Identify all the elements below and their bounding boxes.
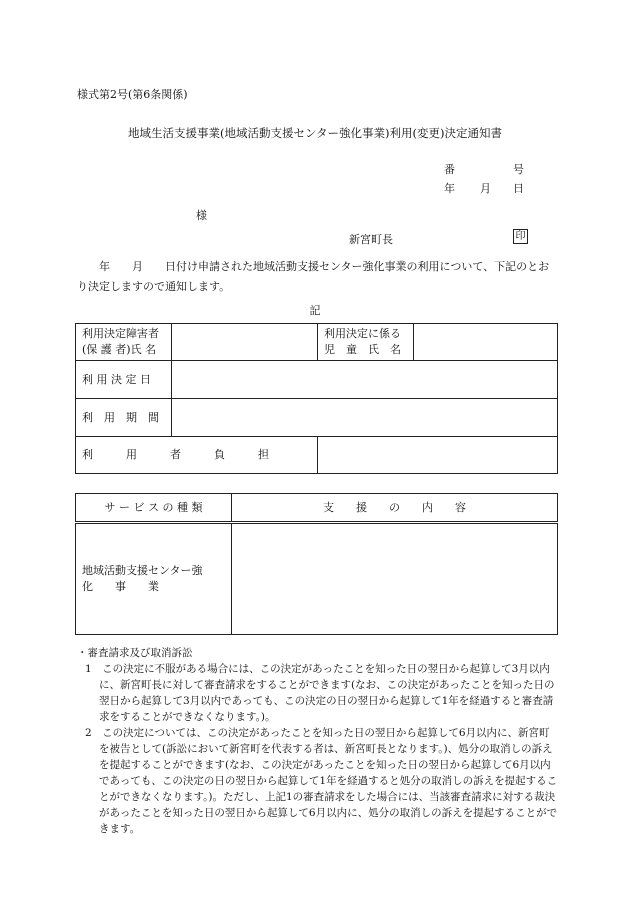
table-header-row: [76, 494, 558, 523]
list-item: 1 この決定に不服がある場合には、この決定があったことを知った日の翌日から起算して3月以内に、新宮町長に対して審査請求をすることができます(なお、この決定があったことを知った日の翌日から起算して3月以内であっても、この決定の日の翌日から起算して1年を経過すると審査請求をすることができなくなります。)。: [85, 663, 555, 723]
decision-date-label: 利 用 決 定 日: [76, 361, 172, 399]
table-row: [76, 437, 558, 474]
recipient-name-label: 利用決定障害者(保 護 者)氏 名: [76, 324, 172, 361]
notes-heading: ・審査請求及び取消訴訟: [77, 647, 193, 659]
number-suffix: 号: [513, 163, 524, 176]
appeal-notes: [77, 645, 559, 837]
user-charge-value: [318, 437, 558, 474]
support-content-header: 支 援 の 内 容: [232, 494, 558, 523]
service-name: 地域活動支援センター強 化 事 業: [76, 523, 232, 635]
ki-heading: 記: [309, 304, 321, 317]
year-label: 年: [444, 182, 455, 195]
month-label: 月: [480, 182, 491, 195]
service-type-header: サ ー ビ ス の 種 類: [76, 494, 232, 523]
document-title: 地域生活支援事業(地域活動支援センター強化事業)利用(変更)決定通知書: [128, 126, 502, 140]
issuer-name: 新宮町長: [349, 233, 393, 246]
child-name-value: [414, 324, 558, 361]
seal-mark: 印: [513, 229, 528, 244]
user-charge-label: 利 用 者 負 担: [76, 437, 318, 474]
decision-date-value: [172, 361, 558, 399]
intro-paragraph: 年 月 日付け申請された地域活動支援センター強化事業の利用について、下記のとおり決定しますので通知します。: [77, 260, 550, 293]
recipient-name-value: [172, 324, 318, 361]
usage-period-value: [172, 399, 558, 437]
support-content-value: [232, 523, 558, 635]
day-label: 日: [513, 182, 524, 195]
form-number: 様式第2号(第6条関係): [77, 88, 188, 101]
table-row: [76, 361, 558, 399]
recipient-honorific: 様: [196, 209, 207, 222]
usage-period-label: 利 用 期 間: [76, 399, 172, 437]
table-row: [76, 523, 558, 635]
service-table: [75, 493, 558, 635]
table-row: [76, 399, 558, 437]
decision-table: [75, 323, 558, 474]
number-label: 番: [444, 163, 455, 176]
list-item: 2 この決定については、この決定があったことを知った日の翌日から起算して6月以内に、新宮町を被告として(訴訟において新宮町を代表する者は、新宮町長となります。)、処分の取消しの訴えを提起することができます(なお、この決定があったことを知った日の翌日から起算して6月以内であっても、この決定の日の翌日から起算して1年を経過すると処分の取消しの訴えを提起することができなくなります。)。ただし、上記1の審査請求をした場合には、当該審査請求に対する裁決があったことを知った日の翌日から起算して6月以内に、処分の取消しの訴えを提起することができます。: [85, 727, 558, 835]
table-row: [76, 324, 558, 361]
child-name-label: 利用決定に係る児 童 氏 名: [318, 324, 414, 361]
